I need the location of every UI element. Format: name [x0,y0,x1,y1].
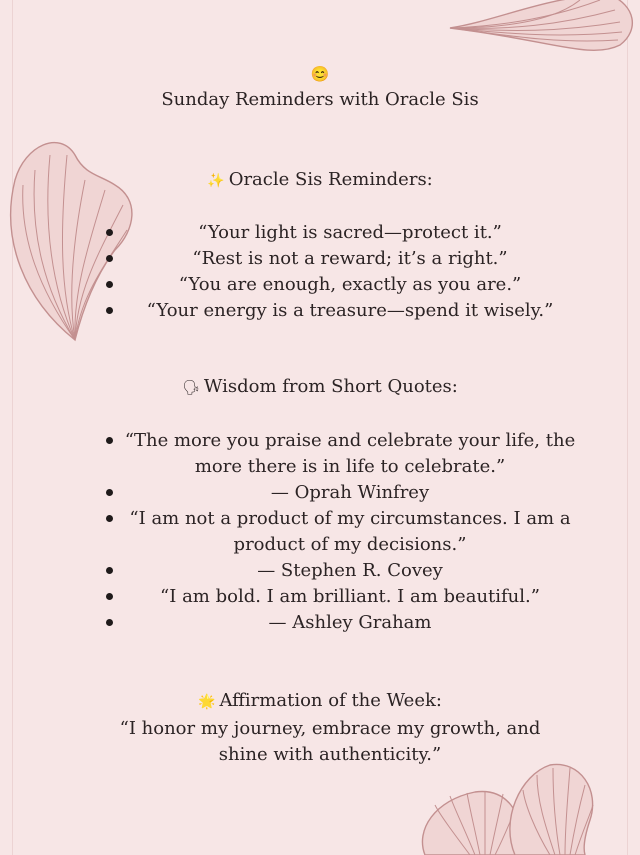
list-item [100,220,580,246]
right-border-line [627,0,628,855]
bullet-dot-icon [106,229,113,236]
quotes-heading-text: Wisdom from Short Quotes: [203,376,458,397]
list-item-text: “You are enough, exactly as you are.” [178,274,522,295]
affirmation-text: “I honor my journey, embrace my growth, and shine with authenticity.” [119,718,541,765]
list-item-text: — Ashley Graham [268,612,432,633]
bullet-dot-icon [106,489,113,496]
bullet-dot-icon [106,619,113,626]
list-item [100,584,580,610]
bullet-dot-icon [106,593,113,600]
list-item [100,428,580,480]
list-item-text: “I am bold. I am brilliant. I am beautiful.” [160,586,540,607]
list-item [100,506,580,558]
ginkgo-leaf-top-right-icon [440,0,640,60]
quotes-list [100,428,580,636]
list-item-text: “The more you praise and celebrate your life, the more there is in life to celebrate.” [124,430,576,477]
list-item [100,298,580,324]
list-item [100,246,580,272]
smile-emoji-icon: 😊 [310,65,330,83]
list-item [100,272,580,298]
speaking-head-icon: 🗣 [182,380,200,396]
bullet-dot-icon [106,255,113,262]
bullet-dot-icon [106,437,113,444]
list-item [100,610,580,636]
quotes-heading [0,376,640,397]
ginkgo-leaves-bottom-right-icon [405,760,605,855]
affirmation-heading-text: Affirmation of the Week: [219,690,442,711]
bullet-dot-icon [106,281,113,288]
reminders-heading [0,169,640,190]
list-item-text: “Your energy is a treasure—spend it wisely.” [146,300,554,321]
bullet-dot-icon [106,567,113,574]
left-border-line [12,0,13,855]
bullet-dot-icon [106,307,113,314]
reminders-list [100,220,580,324]
affirmation-heading [0,690,640,711]
list-item-text: “Your light is sacred—protect it.” [198,222,502,243]
list-item [100,558,580,584]
sparkles-icon: ✨ [207,173,225,189]
reminders-heading-text: Oracle Sis Reminders: [228,169,433,190]
bullet-dot-icon [106,515,113,522]
list-item-text: “I am not a product of my circumstances. I am a product of my decisions.” [129,508,571,555]
glowing-star-icon: 🌟 [198,694,216,710]
list-item [100,480,580,506]
list-item-text: — Oprah Winfrey [270,482,430,503]
list-item-text: — Stephen R. Covey [257,560,443,581]
page-title: Sunday Reminders with Oracle Sis [161,89,479,110]
list-item-text: “Rest is not a reward; it’s a right.” [192,248,508,269]
